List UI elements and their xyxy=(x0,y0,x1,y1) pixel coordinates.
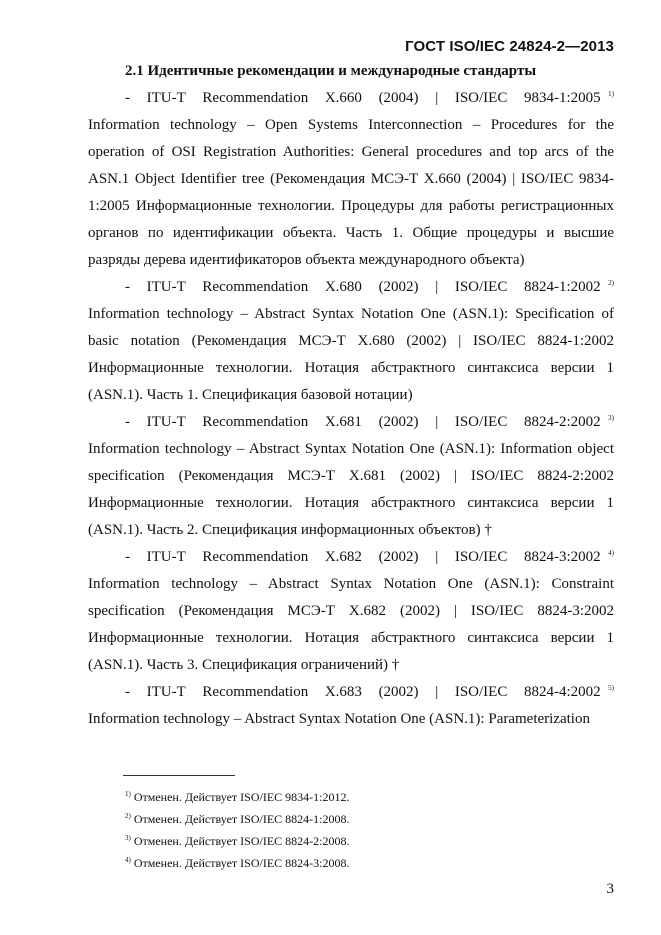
footnote-text: Отменен. Действует ISO/IEC 8824-1:2008. xyxy=(133,812,350,826)
reference-heading-tail xyxy=(524,274,614,301)
footnote-item xyxy=(125,830,350,852)
footnote-marker: 5) xyxy=(608,684,614,692)
reference-heading-token: Recommendation xyxy=(202,90,309,106)
reference-heading-tail xyxy=(524,544,614,571)
reference-heading-token: X.660 xyxy=(324,90,362,106)
reference-heading-token: | xyxy=(435,549,439,565)
reference-heading-token: ISO/IEC xyxy=(454,684,508,700)
reference-entry xyxy=(88,274,614,409)
reference-heading-token: ITU-T xyxy=(146,549,186,565)
reference-heading-token: | xyxy=(435,414,439,430)
reference-heading-tail xyxy=(524,409,614,436)
reference-heading-token: 8824-2:2002 xyxy=(523,414,601,430)
footnote-text: Отменен. Действует ISO/IEC 9834-1:2012. xyxy=(133,790,350,804)
footnote-mark: 1) xyxy=(125,790,131,798)
reference-heading-token: - xyxy=(125,684,130,700)
footnote-item xyxy=(125,852,350,874)
reference-entry xyxy=(88,544,614,679)
reference-description: Information technology – Abstract Syntax Notation One (ASN.1): Information object specification (Рекомендация МСЭ-Т X.681 (2002) | ISO/IEC 8824-2:2002 Информационные технологии. Нотация абстрактного синтаксиса версии 1 (ASN.1). Часть 2. Спецификация информационных объектов) † xyxy=(88,441,614,538)
reference-entry xyxy=(88,409,614,544)
reference-heading-token: Recommendation xyxy=(202,414,309,430)
page-number: 3 xyxy=(606,881,614,897)
reference-heading-token: - xyxy=(125,279,130,295)
section-title: 2.1 Идентичные рекомендации и международные стандарты xyxy=(125,63,537,79)
reference-heading-token: X.680 xyxy=(324,279,362,295)
reference-heading-token: X.681 xyxy=(324,414,362,430)
footnotes-list xyxy=(125,786,350,874)
reference-heading-tail xyxy=(524,85,614,112)
reference-heading-token: Recommendation xyxy=(202,684,309,700)
reference-heading-token: | xyxy=(435,90,439,106)
reference-heading-token: ISO/IEC xyxy=(454,279,508,295)
footnote-text: Отменен. Действует ISO/IEC 8824-3:2008. xyxy=(133,856,350,870)
footnote-marker: 2) xyxy=(608,279,614,287)
reference-heading-tail xyxy=(524,679,614,706)
reference-heading-token: (2002) xyxy=(378,414,419,430)
reference-heading-token: - xyxy=(125,414,130,430)
reference-heading-token: - xyxy=(125,549,130,565)
reference-heading-token: ITU-T xyxy=(146,279,186,295)
reference-heading-token: X.682 xyxy=(324,549,362,565)
reference-heading-token: (2002) xyxy=(378,549,419,565)
document-header-code: ГОСТ ISO/IEC 24824-2—2013 xyxy=(405,38,614,55)
footnote-text: Отменен. Действует ISO/IEC 8824-2:2008. xyxy=(133,834,350,848)
reference-heading-token: ITU-T xyxy=(146,414,186,430)
footnote-marker: 1) xyxy=(608,90,614,98)
footnote-marker: 3) xyxy=(608,414,614,422)
reference-heading-token: X.683 xyxy=(324,684,362,700)
reference-heading-token: | xyxy=(435,279,439,295)
reference-heading-token: ISO/IEC xyxy=(454,414,508,430)
reference-heading-line xyxy=(88,544,614,571)
reference-heading-line xyxy=(88,274,614,301)
reference-entry xyxy=(88,85,614,274)
document-body xyxy=(88,58,614,733)
reference-heading-token: 9834-1:2005 xyxy=(523,90,601,106)
reference-heading-token: (2004) xyxy=(378,90,419,106)
reference-heading-token: Recommendation xyxy=(202,549,309,565)
reference-heading-token: 8824-3:2002 xyxy=(523,549,601,565)
reference-heading-line xyxy=(88,679,614,706)
reference-heading-token: ISO/IEC xyxy=(454,549,508,565)
reference-description: Information technology – Abstract Syntax Notation One (ASN.1): Constraint specification (Рекомендация МСЭ-Т X.682 (2002) | ISO/IEC 8824-3:2002 Информационные технологии. Нотация абстрактного синтаксиса версии 1 (ASN.1). Часть 3. Спецификация ограничений) † xyxy=(88,576,614,673)
reference-heading-token: ITU-T xyxy=(146,90,186,106)
reference-heading-token: 8824-1:2002 xyxy=(523,279,601,295)
reference-description: Information technology – Open Systems Interconnection – Procedures for the operation of OSI Registration Authorities: General procedures and top arcs of the ASN.1 Object Identifier tree (Рекомендация МСЭ-Т X.660 (2004) | ISO/IEC 9834-1:2005 Информационные технологии. Процедуры для работы регистрационных органов по идентификации объекта. Часть 1. Общие процедуры и высшие разряды дерева идентификаторов объекта международного объекта) xyxy=(88,117,614,268)
reference-heading-token: ITU-T xyxy=(146,684,186,700)
footnote-mark: 2) xyxy=(125,812,131,820)
footnote-item xyxy=(125,808,350,830)
reference-heading-token: Recommendation xyxy=(202,279,309,295)
reference-heading-token: - xyxy=(125,90,130,106)
reference-heading-line xyxy=(88,409,614,436)
reference-heading-token: (2002) xyxy=(378,684,419,700)
footnote-item xyxy=(125,786,350,808)
footnote-separator xyxy=(123,775,235,776)
reference-description: Information technology – Abstract Syntax Notation One (ASN.1): Specification of basic notation (Рекомендация МСЭ-Т X.680 (2002) | ISO/IEC 8824-1:2002 Информационные технологии. Нотация абстрактного синтаксиса версии 1 (ASN.1). Часть 1. Спецификация базовой нотации) xyxy=(88,306,614,403)
reference-heading-line xyxy=(88,85,614,112)
reference-heading-token: 8824-4:2002 xyxy=(523,684,601,700)
footnote-mark: 3) xyxy=(125,834,131,842)
footnote-mark: 4) xyxy=(125,856,131,864)
reference-description: Information technology – Abstract Syntax Notation One (ASN.1): Parameterization xyxy=(88,711,590,727)
reference-heading-token: ISO/IEC xyxy=(454,90,508,106)
reference-heading-token: (2002) xyxy=(378,279,419,295)
reference-heading-token: | xyxy=(435,684,439,700)
footnote-marker: 4) xyxy=(608,549,614,557)
reference-entry xyxy=(88,679,614,733)
references-list xyxy=(88,85,614,733)
